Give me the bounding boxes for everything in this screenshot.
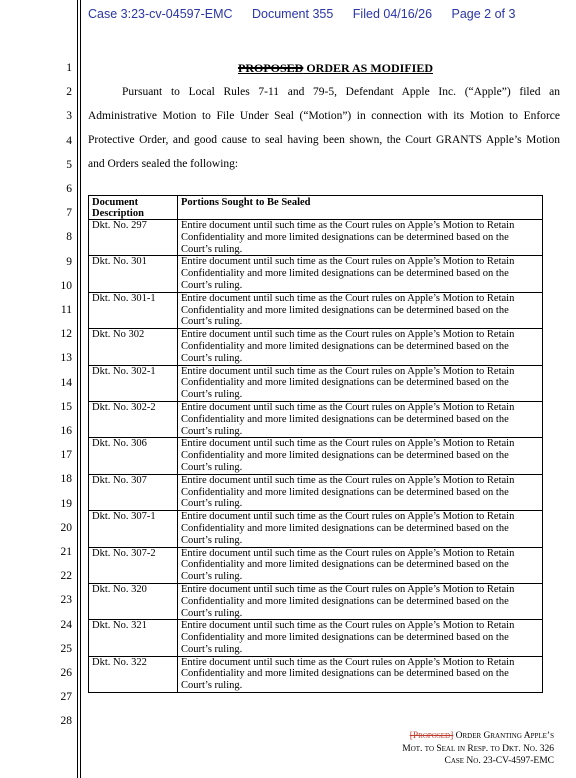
line-number: 24 [60, 618, 72, 631]
header-document-description: Document Description [89, 196, 178, 220]
document-description-cell: Dkt. No. 301 [89, 256, 178, 292]
document-description-cell: Dkt. No. 321 [89, 620, 178, 656]
document-description-cell: Dkt. No. 307-2 [89, 547, 178, 583]
document-description-cell: Dkt. No. 301-1 [89, 292, 178, 328]
portion-sealed-cell: Entire document until such time as the Court rules on Apple’s Motion to Retain Confidentiality and more limited designations can be determined based on the Court’s ruling. [178, 656, 543, 692]
title-struck-word: PROPOSED [237, 61, 304, 75]
body-line-2: Administrative Motion to File Under Seal (“Motion”) in connection with its Motion to Enforce [88, 110, 560, 122]
table-row [89, 256, 543, 292]
document-description-cell: Dkt. No. 307-1 [89, 511, 178, 547]
line-number: 26 [60, 667, 72, 679]
line-number: 25 [60, 642, 72, 655]
line-number: 4 [66, 134, 72, 147]
portion-sealed-cell: Entire document until such time as the Court rules on Apple’s Motion to Retain Confidentiality and more limited designations can be determined based on the Court’s ruling. [178, 620, 543, 656]
page-title [0, 61, 576, 76]
table-row [89, 401, 543, 437]
table-row [89, 474, 543, 510]
body-line-1: Pursuant to Local Rules 7-11 and 79-5, Defendant Apple Inc. (“Apple”) filed an [122, 86, 560, 98]
document-description-cell: Dkt. No. 306 [89, 438, 178, 474]
line-number: 1 [66, 62, 72, 74]
title-main: ORDER AS MODIFIED [303, 61, 434, 75]
portion-sealed-cell: Entire document until such time as the Court rules on Apple’s Motion to Retain Confidentiality and more limited designations can be determined based on the Court’s ruling. [178, 292, 543, 328]
document-description-cell: Dkt. No. 302-1 [89, 365, 178, 401]
portion-sealed-cell: Entire document until such time as the Court rules on Apple’s Motion to Retain Confidentiality and more limited designations can be determined based on the Court’s ruling. [178, 401, 543, 437]
document-description-cell: Dkt. No 302 [89, 329, 178, 365]
filed-date: Filed 04/16/26 [352, 7, 433, 21]
footer-struck-word: [Proposed] [409, 731, 454, 741]
document-description-cell: Dkt. No. 322 [89, 656, 178, 692]
line-number: 22 [60, 570, 72, 583]
portion-sealed-cell: Entire document until such time as the Court rules on Apple’s Motion to Retain Confidentiality and more limited designations can be determined based on the Court’s ruling. [178, 583, 543, 619]
line-number: 2 [66, 86, 72, 99]
case-number: Case 3:23-cv-04597-EMC [88, 7, 233, 21]
portion-sealed-cell: Entire document until such time as the Court rules on Apple’s Motion to Retain Confidentiality and more limited designations can be determined based on the Court’s ruling. [178, 511, 543, 547]
footer-line-1: Order Granting Apple’s [453, 731, 554, 741]
portion-sealed-cell: Entire document until such time as the Court rules on Apple’s Motion to Retain Confidentiality and more limited designations can be determined based on the Court’s ruling. [178, 256, 543, 292]
table-row [89, 438, 543, 474]
page-footer [402, 730, 554, 768]
portion-sealed-cell: Entire document until such time as the Court rules on Apple’s Motion to Retain Confidentiality and more limited designations can be determined based on the Court’s ruling. [178, 365, 543, 401]
table-row [89, 292, 543, 328]
line-number: 27 [60, 691, 72, 704]
line-number: 11 [60, 304, 72, 316]
table-row [89, 220, 543, 256]
header-portions-sealed: Portions Sought to Be Sealed [178, 196, 543, 220]
line-number: 13 [60, 352, 72, 365]
line-number: 21 [60, 546, 72, 558]
line-number: 23 [60, 594, 72, 607]
document-description-cell: Dkt. No. 297 [89, 220, 178, 256]
line-number: 16 [60, 425, 72, 437]
table-row [89, 511, 543, 547]
footer-line-3: Case No. 23-CV-4597-EMC [444, 756, 554, 766]
line-number: 14 [60, 376, 72, 389]
line-number: 17 [60, 449, 72, 462]
table-row [89, 583, 543, 619]
table-row [89, 656, 543, 692]
sealing-table [88, 195, 543, 693]
line-number: 9 [66, 255, 72, 268]
portion-sealed-cell: Entire document until such time as the Court rules on Apple’s Motion to Retain Confidentiality and more limited designations can be determined based on the Court’s ruling. [178, 220, 543, 256]
body-line-3: Protective Order, and good cause to seal having been shown, the Court GRANTS Apple’s Motion [88, 134, 560, 146]
margin-rule-left [77, 0, 78, 778]
document-header [88, 7, 531, 21]
line-number: 3 [66, 110, 72, 123]
document-description-cell: Dkt. No. 302-2 [89, 401, 178, 437]
line-number: 28 [60, 715, 72, 728]
table-row [89, 620, 543, 656]
line-number: 6 [66, 183, 72, 195]
table-row [89, 329, 543, 365]
table-row [89, 365, 543, 401]
line-number: 18 [60, 473, 72, 486]
portion-sealed-cell: Entire document until such time as the Court rules on Apple’s Motion to Retain Confidentiality and more limited designations can be determined based on the Court’s ruling. [178, 438, 543, 474]
body-line-4: and Orders sealed the following: [88, 158, 239, 170]
line-number: 5 [66, 158, 72, 171]
line-number: 12 [60, 328, 72, 341]
portion-sealed-cell: Entire document until such time as the Court rules on Apple’s Motion to Retain Confidentiality and more limited designations can be determined based on the Court’s ruling. [178, 329, 543, 365]
document-number: Document 355 [252, 7, 334, 21]
line-number: 15 [60, 400, 72, 413]
line-number: 7 [66, 207, 72, 220]
portion-sealed-cell: Entire document until such time as the Court rules on Apple’s Motion to Retain Confidentiality and more limited designations can be determined based on the Court’s ruling. [178, 547, 543, 583]
line-number: 8 [66, 231, 72, 244]
footer-line-2: Mot. to Seal in Resp. to Dkt. No. 326 [402, 743, 554, 754]
line-number: 19 [60, 497, 72, 510]
page-indicator: Page 2 of 3 [451, 7, 516, 21]
line-number: 10 [60, 279, 72, 292]
document-description-cell: Dkt. No. 307 [89, 474, 178, 510]
line-number: 20 [60, 521, 72, 534]
margin-rule-left-inner [80, 0, 81, 778]
document-description-cell: Dkt. No. 320 [89, 583, 178, 619]
portion-sealed-cell: Entire document until such time as the Court rules on Apple’s Motion to Retain Confidentiality and more limited designations can be determined based on the Court’s ruling. [178, 474, 543, 510]
table-row [89, 547, 543, 583]
